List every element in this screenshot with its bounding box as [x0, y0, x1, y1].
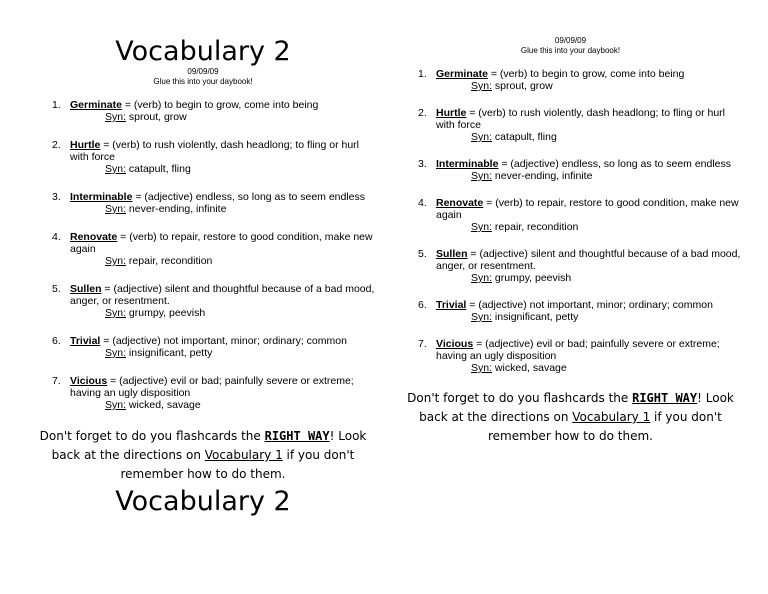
vocab-item — [28, 191, 378, 215]
vocabulary-1-reference: Vocabulary 1 — [204, 448, 283, 462]
synonyms-line — [70, 255, 378, 267]
vocab-word: Germinate — [70, 99, 122, 111]
flashcard-reminder — [398, 389, 743, 446]
left-handout — [28, 0, 378, 515]
reminder-text: if you don't remember how to do them. — [488, 410, 722, 443]
bottom-title: Vocabulary 2 — [115, 486, 291, 517]
item-number: 7. — [418, 338, 427, 350]
item-number: 6. — [52, 335, 61, 347]
synonyms: sprout, grow — [492, 80, 553, 92]
vocab-item — [28, 99, 378, 123]
syn-label: Syn: — [471, 362, 493, 374]
vocab-word: Trivial — [70, 335, 101, 347]
vocab-item — [398, 107, 743, 143]
syn-label: Syn: — [105, 111, 127, 123]
definition: = (adjective) endless, so long as to seem endless — [498, 158, 732, 170]
syn-label: Syn: — [471, 170, 493, 182]
vocab-item — [398, 248, 743, 284]
synonyms-line — [436, 362, 743, 374]
synonyms: catapult, fling — [492, 131, 557, 143]
vocab-word: Interminable — [70, 191, 133, 203]
date: 09/09/09 — [554, 36, 587, 45]
synonyms-line — [70, 203, 378, 215]
glue-instruction: Glue this into your daybook! — [153, 77, 253, 86]
syn-label: Syn: — [471, 272, 493, 284]
syn-label: Syn: — [105, 347, 127, 359]
vocab-word: Interminable — [436, 158, 499, 170]
synonyms-line — [436, 221, 743, 233]
syn-label: Syn: — [471, 311, 493, 323]
vocab-word: Renovate — [436, 197, 484, 209]
item-number: 2. — [52, 139, 61, 151]
synonyms-line — [70, 111, 378, 123]
syn-label: Syn: — [105, 203, 127, 215]
synonyms-line — [70, 347, 378, 359]
date: 09/09/09 — [187, 67, 219, 76]
vocab-item — [398, 68, 743, 92]
definition: = (adjective) evil or bad; painfully severe or extreme; having an ugly disposition — [436, 338, 720, 362]
vocab-item — [398, 338, 743, 374]
definition: = (adjective) not important, minor; ordinary; common — [466, 299, 713, 311]
definition: = (verb) to repair, restore to good condition, make new again — [70, 231, 373, 255]
synonyms-line — [70, 399, 378, 411]
page-title: Vocabulary 2 — [115, 36, 291, 67]
synonyms-line — [436, 311, 743, 323]
vocab-word: Trivial — [436, 299, 467, 311]
definition: = (adjective) not important, minor; ordinary; common — [100, 335, 347, 347]
synonyms: never-ending, infinite — [492, 170, 593, 182]
synonyms: wicked, savage — [492, 362, 567, 374]
syn-label: Syn: — [105, 255, 127, 267]
reminder-text: ! Look back at the directions on — [51, 429, 367, 462]
item-number: 6. — [418, 299, 427, 311]
vocab-word: Sullen — [70, 283, 102, 295]
vocab-item — [28, 375, 378, 411]
syn-label: Syn: — [105, 399, 127, 411]
item-number: 7. — [52, 375, 61, 387]
vocab-item — [28, 139, 378, 175]
synonyms-line — [70, 163, 378, 175]
syn-label: Syn: — [105, 307, 127, 319]
syn-label: Syn: — [471, 131, 493, 143]
definition: = (verb) to rush violently, dash headlong; to fling or hurl with force — [70, 139, 359, 163]
reminder-text: Don't forget to do you flashcards the — [407, 391, 633, 405]
item-number: 1. — [52, 99, 61, 111]
definition: = (verb) to rush violently, dash headlong; to fling or hurl with force — [436, 107, 725, 131]
item-number: 5. — [418, 248, 427, 260]
vocab-word: Vicious — [70, 375, 108, 387]
item-number: 3. — [418, 158, 427, 170]
definition: = (adjective) silent and thoughtful because of a bad mood, anger, or resentment. — [70, 283, 375, 307]
synonyms: catapult, fling — [126, 163, 191, 175]
vocabulary-list — [398, 68, 743, 374]
vocab-word: Germinate — [436, 68, 488, 80]
vocab-word: Sullen — [436, 248, 468, 260]
right-handout — [398, 0, 743, 446]
definition: = (verb) to begin to grow, come into being — [487, 68, 685, 80]
item-number: 1. — [418, 68, 427, 80]
vocabulary-list — [28, 99, 378, 411]
reminder-text: if you don't remember how to do them. — [120, 448, 355, 481]
synonyms-line — [70, 307, 378, 319]
synonyms: grumpy, peevish — [126, 307, 206, 319]
flashcard-reminder — [28, 427, 378, 484]
definition: = (adjective) silent and thoughtful because of a bad mood, anger, or resentment. — [436, 248, 741, 272]
item-number: 4. — [418, 197, 427, 209]
vocab-item — [28, 283, 378, 319]
vocab-item — [398, 158, 743, 182]
vocab-item — [398, 197, 743, 233]
vocab-item — [28, 231, 378, 267]
definition: = (adjective) evil or bad; painfully severe or extreme; having an ugly disposition — [70, 375, 354, 399]
definition: = (verb) to begin to grow, come into being — [121, 99, 319, 111]
item-number: 4. — [52, 231, 61, 243]
synonyms: insignificant, petty — [126, 347, 213, 359]
vocab-word: Hurtle — [436, 107, 467, 119]
right-way-emphasis: RIGHT WAY — [264, 429, 330, 443]
item-number: 5. — [52, 283, 61, 295]
reminder-text: Don't forget to do you flashcards the — [39, 429, 265, 443]
syn-label: Syn: — [471, 80, 493, 92]
synonyms: never-ending, infinite — [126, 203, 227, 215]
vocab-word: Hurtle — [70, 139, 101, 151]
vocab-item — [28, 335, 378, 359]
item-number: 2. — [418, 107, 427, 119]
definition: = (adjective) endless, so long as to seem endless — [132, 191, 366, 203]
synonyms-line — [436, 80, 743, 92]
vocab-item — [398, 299, 743, 323]
synonyms-line — [436, 170, 743, 182]
reminder-text: ! Look back at the directions on — [419, 391, 734, 424]
syn-label: Syn: — [471, 221, 493, 233]
definition: = (verb) to repair, restore to good condition, make new again — [436, 197, 739, 221]
synonyms-line — [436, 131, 743, 143]
synonyms: sprout, grow — [126, 111, 187, 123]
synonyms-line — [436, 272, 743, 284]
right-way-emphasis: RIGHT WAY — [632, 391, 698, 405]
vocab-word: Vicious — [436, 338, 474, 350]
synonyms: insignificant, petty — [492, 311, 579, 323]
glue-instruction: Glue this into your daybook! — [520, 46, 621, 55]
syn-label: Syn: — [105, 163, 127, 175]
vocab-word: Renovate — [70, 231, 118, 243]
synonyms: repair, recondition — [492, 221, 579, 233]
synonyms: repair, recondition — [126, 255, 213, 267]
item-number: 3. — [52, 191, 61, 203]
synonyms: grumpy, peevish — [492, 272, 572, 284]
synonyms: wicked, savage — [126, 399, 201, 411]
vocabulary-1-reference: Vocabulary 1 — [572, 410, 651, 424]
